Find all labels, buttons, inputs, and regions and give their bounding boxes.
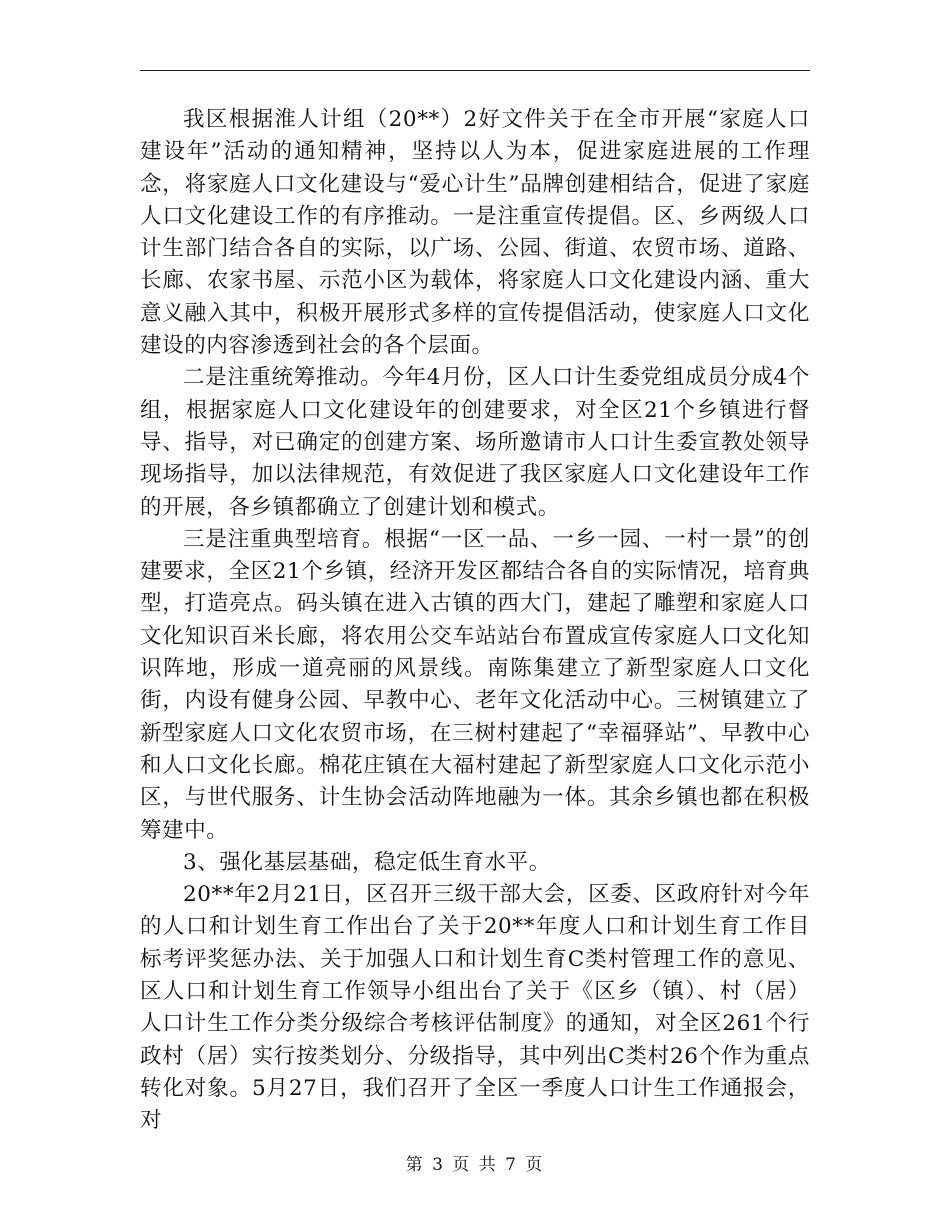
paragraph-3: 三是注重典型培育。根据“一区一品、一乡一园、一村一景”的创建要求，全区21个乡镇，经济开发区都结合各自的实际情况，培育典型，打造亮点。码头镇在进入古镇的西大门，建起了雕塑和家庭人口文化知识百米长廊，将农用公交车站站台布置成宣传家庭人口文化知识阵地，形成一道亮丽的风景线。南陈集建立了新型家庭人口文化街，内设有健身公园、早教中心、老年文化活动中心。三树镇建立了新型家庭人口文化农贸市场，在三树村建起了“幸福驿站”、早教中心和人口文化长廊。棉花庄镇在大福村建起了新型家庭人口文化示范小区，与世代服务、计生协会活动阵地融为一体。其余乡镇也都在积极筹建中。	[140, 526, 810, 843]
page-number: 第 3 页 共 7 页	[405, 1155, 545, 1175]
header-rule	[140, 70, 810, 71]
paragraph-2: 二是注重统筹推动。今年4月份，区人口计生委党组成员分成4个组，根据家庭人口文化建设年的创建要求，对全区21个乡镇进行督导、指导，对已确定的创建方案、场所邀请市人口计生委宣教处领导现场指导，加以法律规范，有效促进了我区家庭人口文化建设年工作的开展，各乡镇都确立了创建计划和模式。	[140, 365, 810, 520]
paragraph-1: 我区根据淮人计组（20**）2好文件关于在全市开展“家庭人口建设年”活动的通知精神，坚持以人为本，促进家庭进展的工作理念，将家庭人口文化建设与“爱心计生”品牌创建相结合，促进了家庭人口文化建设工作的有序推动。一是注重宣传提倡。区、乡两级人口计生部门结合各自的实际，以广场、公园、街道、农贸市场、道路、长廊、农家书屋、示范小区为载体，将家庭人口文化建设内涵、重大意义融入其中，积极开展形式多样的宣传提倡活动，使家庭人口文化建设的内容渗透到社会的各个层面。	[140, 107, 810, 359]
paragraph-4: 20**年2月21日，区召开三级干部大会，区委、区政府针对今年的人口和计划生育工作出台了关于20**年度人口和计划生育工作目标考评奖惩办法、关于加强人口和计划生育C类村管理工作的意见、区人口和计划生育工作领导小组出台了关于《区乡（镇）、村（居）人口计生工作分类分级综合考核评估制度》的通知，对全区261个行政村（居）实行按类划分、分级指导，其中列出C类村26个作为重点转化对象。5月27日，我们召开了全区一季度人口计生工作通报会，对	[140, 882, 810, 1134]
section-heading: 3、强化基层基础，稳定低生育水平。	[183, 849, 551, 875]
document-body	[140, 104, 810, 1138]
